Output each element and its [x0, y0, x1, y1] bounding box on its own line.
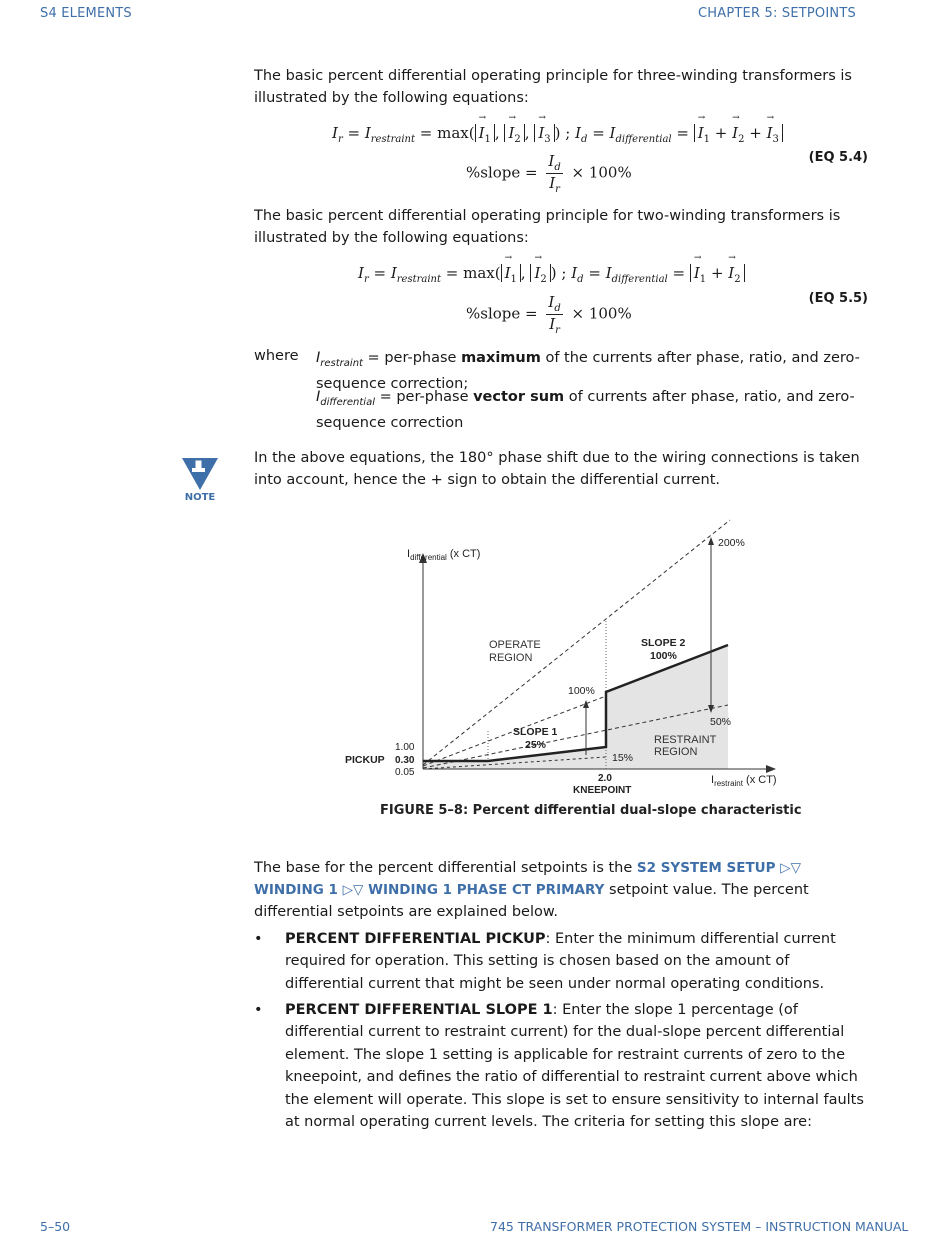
figure-caption: FIGURE 5–8: Percent differential dual-slope characteristic — [380, 803, 802, 818]
equation-5-5-number: (EQ 5.5) — [808, 291, 868, 306]
slope1-label-1: SLOPE 1 — [513, 726, 558, 738]
restraint-region-label-1: RESTRAINT — [654, 734, 717, 746]
where-differential-definition: $I_{differential}$ = per-phase vector sum of currents after phase, ratio, and zero-sequence correction — [316, 389, 855, 431]
pct-200-label: 200% — [718, 537, 745, 549]
restraint-region-label-2: REGION — [654, 746, 698, 758]
x-axis-arrow — [766, 765, 776, 773]
intro-paragraph-three-winding: The basic percent differential operating principle for three-winding transformers is illustrated by the following equations: — [254, 68, 852, 106]
header-chapter-label: CHAPTER 5: SETPOINTS — [698, 6, 856, 21]
operate-region-label-2: REGION — [489, 652, 533, 664]
pickup-label: PICKUP — [345, 754, 385, 766]
setpoint-path-link[interactable]: S2 SYSTEM SETUP ▷▽ WINDING 1 ▷▽ WINDING 1 PHASE CT PRIMARY — [254, 860, 801, 898]
setpoint-base-paragraph: The base for the percent differential setpoints is the S2 SYSTEM SETUP ▷▽ WINDING 1 ▷▽ WINDING 1 PHASE CT PRIMARY setpoint value. The percent differential setpoints are explained below. — [254, 860, 809, 920]
note-icon-label: NOTE — [184, 492, 216, 503]
bullet-slope1: • PERCENT DIFFERENTIAL SLOPE 1: Enter the slope 1 percentage (of differential current to restraint current) for the dual-slope percent differential element. The slope 1 setting is applicable for restraint currents of zero to the kneepoint, and defines the ratio of differential to restraint current above which the element will operate. This slope is set to ensure sensitivity to internal faults at normal operating current levels. The criteria for setting this slope are: — [254, 1002, 864, 1131]
slope2-label-1: SLOPE 2 — [641, 637, 686, 649]
equation-5-5-slope: %slope = $\frac{I_d}{I_r}$ × 100% — [466, 293, 632, 336]
equation-5-5-line1: $I_r = I_{restraint} = \max(\to I_1$ , → $I_2$ ) ; $I_d = I_{differential}$ = → $I_1$ + → $I_2$ — [358, 264, 745, 285]
operate-region-label-1: OPERATE — [489, 639, 541, 651]
pct-50-label: 50% — [710, 716, 732, 728]
footer-page-number: 5–50 — [40, 1219, 71, 1234]
equation-5-4-line1: $I_r = I_{restraint} = \max(\to I_1$ , → $I_2$ , → $I_3$ ) ; $I_d = I_{differential}$ = → $I_1$ + → $I_2$ + → $I_3$ — [332, 124, 783, 145]
kneepoint-value: 2.0 — [598, 773, 612, 784]
x-axis-label: $I_{restraint}$ (x CT) — [711, 774, 777, 788]
header-section-label: S4 ELEMENTS — [40, 6, 132, 21]
tick-0-05: 0.05 — [395, 767, 415, 778]
tick-0-30: 0.30 — [395, 755, 415, 766]
note-text: In the above equations, the 180° phase shift due to the wiring connections is taken into account, hence the + sign to obtain the differential current. — [254, 450, 860, 488]
intro-paragraph-two-winding: The basic percent differential operating principle for two-winding transformers is illustrated by the following equations: — [254, 208, 841, 246]
arrow-200pct-head-top — [708, 537, 714, 545]
arrow-100pct-head — [583, 700, 589, 708]
bullet-pickup: • PERCENT DIFFERENTIAL PICKUP: Enter the minimum differential current required for operation. This setting is chosen based on the amount of differential current that might be seen under normal operating conditions. — [254, 931, 836, 992]
tick-1-00: 1.00 — [395, 742, 415, 753]
kneepoint-label: KNEEPOINT — [573, 785, 632, 796]
footer-manual-title: 745 TRANSFORMER PROTECTION SYSTEM – INSTRUCTION MANUAL — [490, 1219, 909, 1234]
slope2-label-2: 100% — [650, 650, 677, 662]
pct-100-label: 100% — [568, 685, 595, 697]
y-axis-label: $I_{differential}$ (x CT) — [407, 548, 481, 562]
where-restraint-definition: $I_{restraint}$ = per-phase maximum of the currents after phase, ratio, and zero-sequence correction; — [316, 350, 860, 392]
equation-5-4-slope: %slope = $\frac{I_d}{I_r}$ × 100% — [466, 152, 632, 195]
where-label: where — [254, 348, 299, 364]
pct-15-label: 15% — [612, 752, 634, 764]
slope1-label-2: 25% — [525, 739, 547, 751]
dual-slope-characteristic-figure — [330, 515, 800, 800]
equation-5-4-number: (EQ 5.4) — [808, 150, 868, 165]
note-icon — [180, 456, 220, 506]
